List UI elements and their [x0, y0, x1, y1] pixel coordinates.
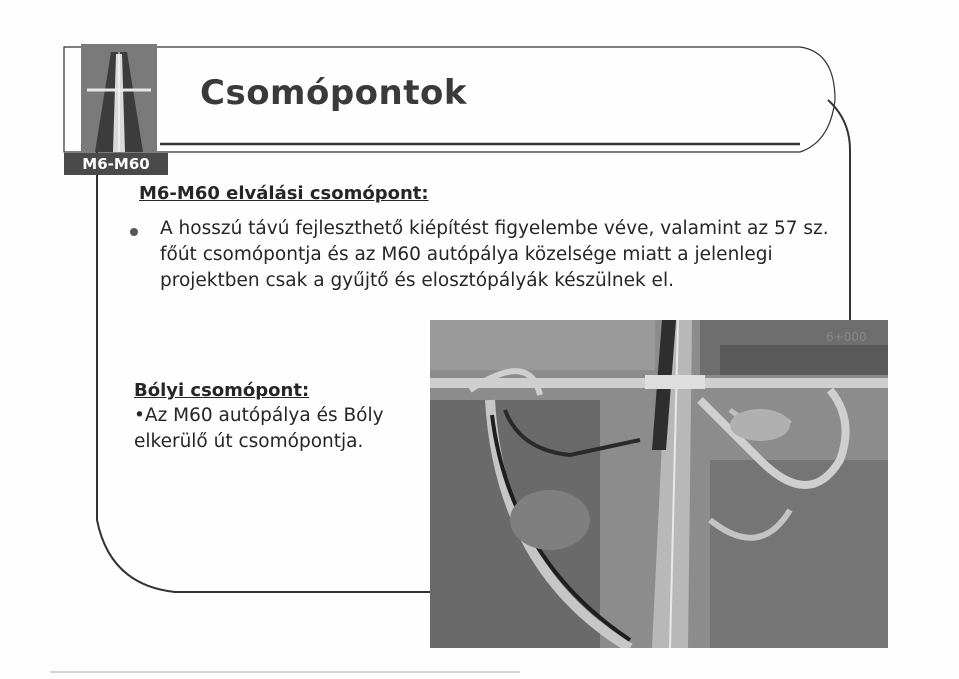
motorway-logo [81, 44, 157, 152]
section2-bullet-text: Az M60 autópálya és Bóly elkerülő út csomópontja. [134, 405, 384, 452]
section2-bullet [134, 403, 434, 455]
section2-bullet-marker: • [134, 405, 145, 426]
photo-chainage-marker: 6+000 [826, 330, 867, 344]
section-heading-bolyi: Bólyi csomópont: [134, 380, 310, 401]
motorway-icon [81, 44, 157, 152]
logo-label: M6-M60 [64, 153, 168, 175]
section1-bullet-text: A hosszú távú fejleszthető kiépítést figyelembe véve, valamint az 57 sz. főút csomópontja és az M60 autópálya közelsége miatt a jelenlegi projektben csak a gyűjtő és elosztópályák készülnek el. [160, 218, 829, 291]
bullet-dot [130, 228, 138, 236]
interchange-aerial-photo [430, 320, 888, 648]
section-heading-m6-m60: M6-M60 elválási csomópont: [139, 183, 429, 204]
page-title: Csomópontok [200, 73, 467, 113]
